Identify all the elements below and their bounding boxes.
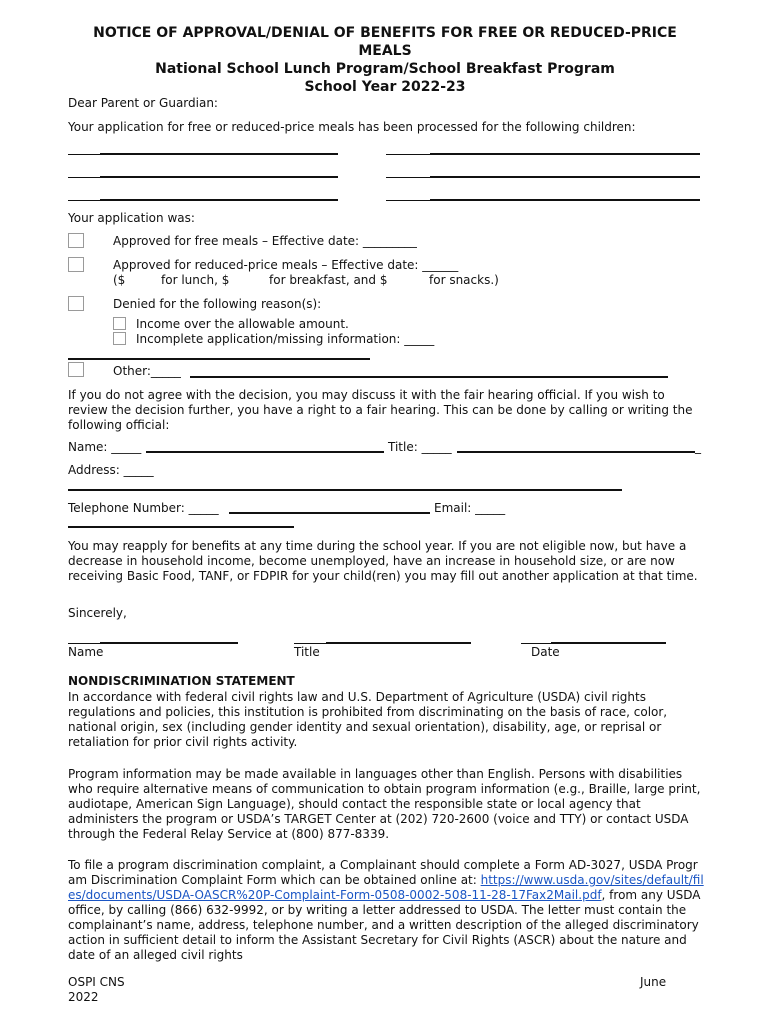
reapply-text: You may reapply for benefits at any time during the school year. If you are not eligible now, but have a decrease in household income, become unemployed, have an increase in household size, or are now receiving Basic Food, TANF, or FDPIR for your child(ren) you may fill out another application at that time. [68,539,698,583]
complaint-text-before: To file a program discrimination complaint, a Complainant should complete a Form AD-3027, USDA Program Discrimination Complaint Form which can be obtained online at: [68,858,698,887]
denied-checkbox[interactable] [68,296,84,311]
price-paren: ($ [113,273,126,287]
footer-org-line2: 2022 [68,990,99,1004]
title-line-4: School Year 2022-23 [304,79,466,95]
other-text: Other:_____ [113,364,181,378]
child-name-line-4[interactable] [430,176,700,178]
official-name-label: Name: _____ [68,440,142,454]
official-title-line[interactable] [457,451,695,453]
child-name-line-2[interactable] [430,153,700,155]
reason-income-checkbox[interactable] [113,317,126,330]
signature-name-prefix [68,643,100,644]
child-line-prefix-1 [68,154,100,155]
complaint-form-link[interactable]: https://www.usda.gov/sites/default/files/documents/USDA-OASCR%20P-Complaint-Form-0508-0002-508-11-28-17Fax2Mail.pdf [68,873,704,902]
denied-text: Denied for the following reason(s): [113,297,322,311]
footer-org-line1: OSPI CNS [68,975,125,989]
hearing-text: If you do not agree with the decision, you may discuss it with the fair hearing official. If you wish to review the decision further, you have a right to a fair hearing. This can be done by calling or writing the following official: [68,388,693,432]
intro-text: Your application for free or reduced-price meals has been processed for the following children: [68,120,636,134]
nondiscrimination-p3 [68,858,704,963]
nondiscrimination-p1: In accordance with federal civil rights law and U.S. Department of Agriculture (USDA) civil rights regulations and policies, this institution is prohibited from discriminating on the basis of race, color, national origin, sex (including gender identity and sexual orientation), disability, age, or reprisal or retaliation for prior civil rights activity. [68,690,668,749]
title-line-3: National School Lunch Program/School Breakfast Program [155,61,615,77]
child-line-prefix-2 [386,154,430,155]
official-title-suffix: _ [695,440,701,454]
salutation: Dear Parent or Guardian: [68,96,218,110]
signature-date-line[interactable] [551,642,666,644]
title-line-1: NOTICE OF APPROVAL/DENIAL OF BENEFITS FOR FREE OR REDUCED-PRICE [93,25,677,41]
other-checkbox[interactable] [68,362,84,377]
signature-title-line[interactable] [326,642,471,644]
price-snacks-label: for snacks.) [429,273,499,287]
approved-free-text: Approved for free meals – Effective date: _________ [113,234,417,248]
child-line-prefix-5 [68,200,100,201]
official-name-line[interactable] [146,451,384,453]
signature-name-line[interactable] [100,642,238,644]
approved-reduced-text: Approved for reduced-price meals – Effective date: ______ [113,258,459,272]
child-name-line-1[interactable] [100,153,338,155]
child-name-line-5[interactable] [100,199,338,201]
nondiscrimination-heading: NONDISCRIMINATION STATEMENT [68,674,295,688]
title-line-2: MEALS [358,43,412,59]
reason-incomplete-text: Incomplete application/missing information: _____ [136,332,435,346]
official-email-line[interactable] [68,526,294,528]
reason-incomplete-checkbox[interactable] [113,332,126,345]
application-label: Your application was: [68,211,195,225]
child-name-line-6[interactable] [430,199,700,201]
child-name-line-3[interactable] [100,176,338,178]
official-address-line[interactable] [68,489,622,491]
official-title-label: Title: _____ [388,440,452,454]
official-phone-label: Telephone Number: _____ [68,501,219,515]
signature-date-prefix [521,643,551,644]
footer-month: June [640,975,667,989]
child-line-prefix-4 [386,177,430,178]
price-breakfast-label: for breakfast, and $ [269,273,388,287]
signature-date-label: Date [531,645,560,659]
official-phone-line[interactable] [229,512,430,514]
signature-title-label: Title [294,645,320,659]
child-line-prefix-3 [68,177,100,178]
official-email-label: Email: _____ [434,501,506,515]
price-lunch-label: for lunch, $ [161,273,230,287]
child-line-prefix-6 [386,200,430,201]
signature-name-label: Name [68,645,104,659]
reason-income-text: Income over the allowable amount. [136,317,349,331]
complaint-text-after: , from any USDA office, by calling (866) 632-9992, or by writing a letter addressed to USDA. The letter must contain the complainant’s name, address, telephone number, and a written description of the alleged discriminatory action in sufficient detail to inform the Assistant Secretary for Civil Rights (ASCR) about the nature and date of an alleged civil rights [68,888,701,962]
approved-free-checkbox[interactable] [68,233,84,248]
signature-title-prefix [294,643,326,644]
approved-reduced-checkbox[interactable] [68,257,84,272]
nondiscrimination-p2: Program information may be made available in languages other than English. Persons with disabilities who require alternative means of communication to obtain program information (e.g., Braille, large print, audiotape, American Sign Language), should contact the responsible state or local agency that administers the program or USDA’s TARGET Center at (202) 720-2600 (voice and TTY) or contact USDA through the Federal Relay Service at (800) 877-8339. [68,767,701,841]
official-address-label: Address: _____ [68,463,154,477]
reason-incomplete-line[interactable] [68,358,370,360]
other-line[interactable] [190,376,668,378]
sincerely-text: Sincerely, [68,606,127,620]
